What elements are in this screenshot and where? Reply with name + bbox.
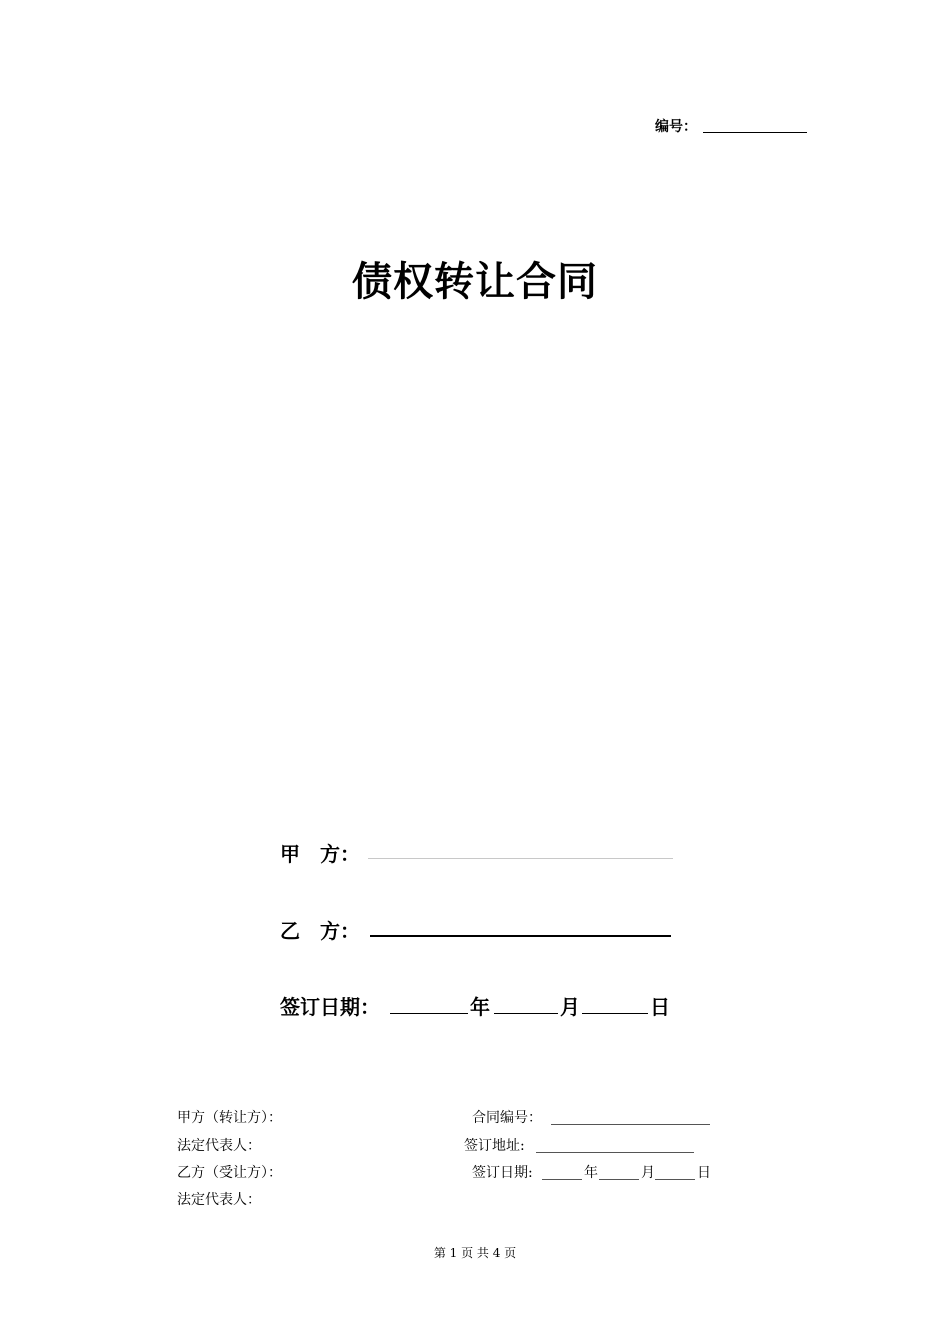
- party-a-blank[interactable]: [368, 840, 673, 859]
- document-title: 债权转让合同: [352, 259, 598, 305]
- sign-day-blank[interactable]: [582, 994, 648, 1014]
- info-sign-day-blank[interactable]: [655, 1165, 695, 1180]
- page-footer: 第 1 页 共 4 页: [433, 1246, 517, 1260]
- info-sign-year-label: 年: [584, 1165, 598, 1181]
- info-sign-month-label: 月: [641, 1165, 655, 1181]
- info-sign-date-label: 签订日期:: [472, 1165, 533, 1181]
- info-legal-rep-b-label: 法定代表人：: [177, 1192, 261, 1208]
- party-b-blank[interactable]: [370, 917, 671, 937]
- party-a-label: 甲 方：: [280, 842, 360, 866]
- info-sign-year-blank[interactable]: [542, 1165, 582, 1180]
- contract-no-blank[interactable]: [551, 1110, 710, 1125]
- sign-place-label: 签订地址:: [464, 1138, 525, 1154]
- sign-month-label: 月: [560, 995, 580, 1019]
- sign-place-blank[interactable]: [536, 1138, 694, 1153]
- info-sign-day-label: 日: [697, 1165, 711, 1181]
- sign-year-blank[interactable]: [390, 994, 468, 1014]
- contract-no-label: 合同编号：: [472, 1110, 542, 1126]
- info-legal-rep-a-label: 法定代表人：: [177, 1138, 261, 1154]
- sign-month-blank[interactable]: [494, 994, 558, 1014]
- sign-year-label: 年: [470, 995, 490, 1019]
- document-number-label: 编号：: [655, 119, 697, 135]
- party-b-label: 乙 方：: [280, 919, 360, 943]
- sign-day-label: 日: [650, 995, 670, 1019]
- info-party-b-label: 乙方（受让方）：: [177, 1165, 282, 1181]
- document-number-blank[interactable]: [703, 118, 807, 133]
- info-sign-month-blank[interactable]: [599, 1165, 639, 1180]
- info-party-a-label: 甲方（转让方）：: [177, 1110, 282, 1126]
- sign-date-label: 签订日期：: [280, 995, 380, 1019]
